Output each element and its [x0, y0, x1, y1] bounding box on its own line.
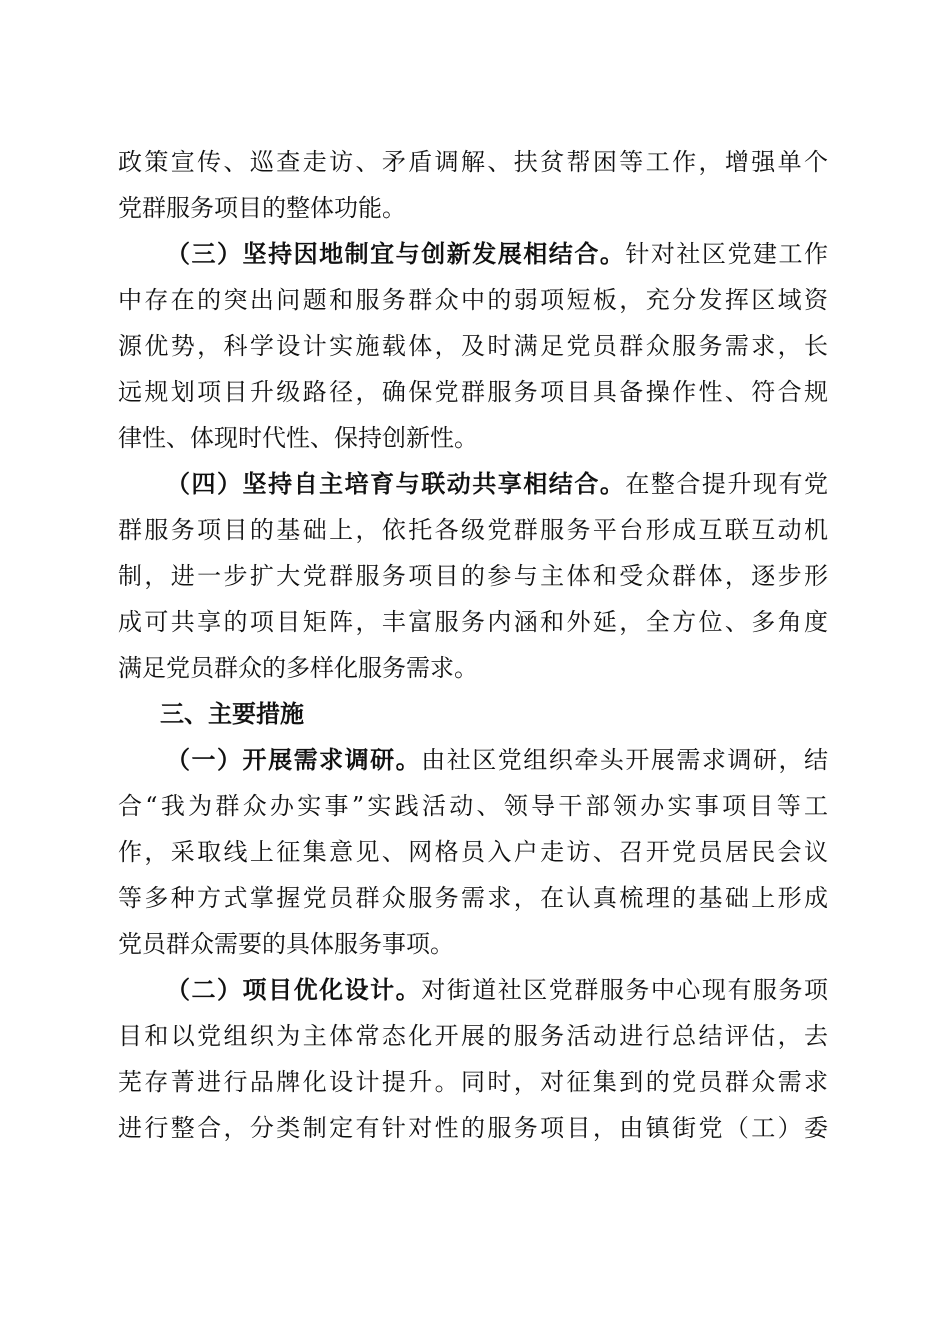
paragraph-3-line-5: 满足党员群众的多样化服务需求。 — [118, 654, 478, 682]
paragraph-2-line-5: 律性、体现时代性、保持创新性。 — [118, 424, 478, 452]
paragraph-4-line-1 — [166, 740, 828, 780]
paragraph-2-line-3: 源优势，科学设计实施载体，及时满足党员群众服务需求，长 — [118, 332, 828, 360]
paragraph-3-line-1-rest: 在整合提升现有党 — [625, 470, 828, 498]
paragraph-5-line-1 — [166, 970, 828, 1010]
paragraph-5-line-4: 进行整合，分类制定有针对性的服务项目，由镇街党（工）委 — [118, 1114, 828, 1142]
paragraph-2-line-1-rest: 针对社区党建工作 — [625, 240, 828, 268]
paragraph-3-lead: （四）坚持自主培育与联动共享相结合。 — [166, 470, 626, 498]
paragraph-3-line-1 — [166, 464, 828, 504]
paragraph-5-lead: （二）项目优化设计。 — [166, 976, 422, 1004]
paragraph-2-line-1 — [166, 234, 828, 274]
paragraph-1-line-2: 党群服务项目的整体功能。 — [118, 194, 406, 222]
paragraph-2-line-2: 中存在的突出问题和服务群众中的弱项短板，充分发挥区域资 — [118, 286, 828, 314]
paragraph-2-lead: （三）坚持因地制宜与创新发展相结合。 — [166, 240, 626, 268]
paragraph-3-line-4: 成可共享的项目矩阵，丰富服务内涵和外延，全方位、多角度 — [118, 608, 828, 636]
paragraph-3-line-3: 制，进一步扩大党群服务项目的参与主体和受众群体，逐步形 — [118, 562, 828, 590]
paragraph-4-line-3: 作，采取线上征集意见、网格员入户走访、召开党员居民会议 — [118, 838, 828, 866]
paragraph-5-line-3: 芜存菁进行品牌化设计提升。同时，对征集到的党员群众需求 — [118, 1068, 828, 1096]
paragraph-5-line-1-rest: 对街道社区党群服务中心现有服务项 — [421, 976, 829, 1004]
paragraph-2-line-4: 远规划项目升级路径，确保党群服务项目具备操作性、符合规 — [118, 378, 828, 406]
paragraph-4-line-1-rest: 由社区党组织牵头开展需求调研，结 — [421, 746, 829, 774]
paragraph-3-line-2: 群服务项目的基础上，依托各级党群服务平台形成互联互动机 — [118, 516, 828, 544]
paragraph-4-lead: （一）开展需求调研。 — [166, 746, 422, 774]
paragraph-4-line-5: 党员群众需要的具体服务事项。 — [118, 930, 454, 958]
section-heading: 三、主要措施 — [160, 700, 304, 728]
paragraph-4-line-2: 合“我为群众办实事”实践活动、领导干部领办实事项目等工 — [118, 792, 828, 820]
paragraph-1-line-1: 政策宣传、巡查走访、矛盾调解、扶贫帮困等工作，增强单个 — [118, 148, 828, 176]
paragraph-5-line-2: 目和以党组织为主体常态化开展的服务活动进行总结评估，去 — [118, 1022, 828, 1050]
paragraph-4-line-4: 等多种方式掌握党员群众服务需求，在认真梳理的基础上形成 — [118, 884, 828, 912]
